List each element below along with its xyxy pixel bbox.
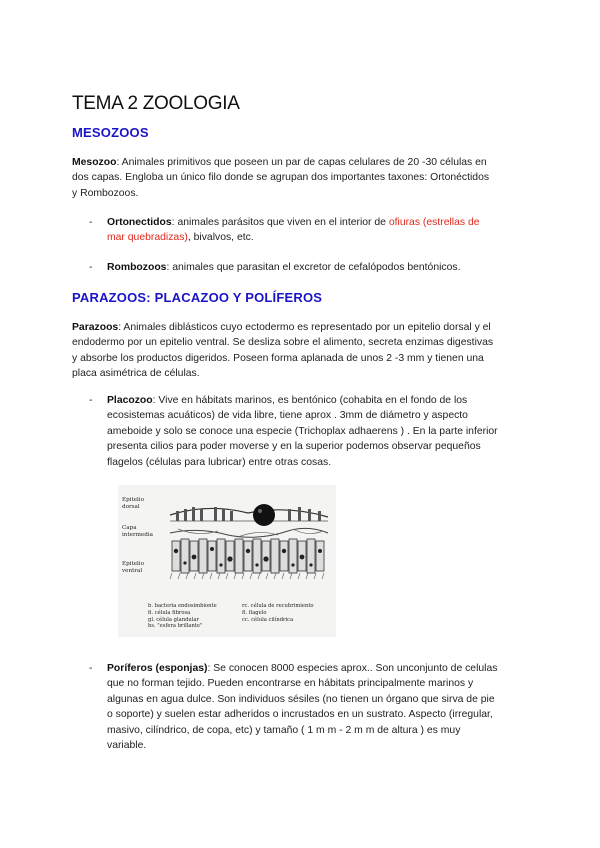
highlight-ofiuras: ofiuras (estrellas de <box>388 217 480 228</box>
text-line: ameboide y solo se conoce una especie (Trichoplax adhaerens ) . En la parte inferior <box>107 425 498 437</box>
page-title: TEMA 2 ZOOLOGIA <box>72 93 240 114</box>
label-line: dorsal <box>122 504 140 510</box>
term-placozoo: Placozoo <box>107 395 153 406</box>
legend-item: bs. "esfera brillante" <box>148 623 203 630</box>
heading-mesozoos: MESOZOOS <box>72 125 149 140</box>
ortonectidos-item <box>107 215 527 246</box>
text-line: : animales que parasitan el excretor de cefalópodos bentónicos. <box>166 262 461 273</box>
text-line: que no forman tejido. Pueden encontrarse en hábitats principalmente marinos y <box>107 678 474 690</box>
legend-left <box>148 603 217 630</box>
label-line: Epitelio <box>122 497 144 503</box>
poriferos-item <box>107 661 527 753</box>
bullet-dash: - <box>89 663 93 674</box>
text-line: y Rombozoos. <box>72 187 139 199</box>
term-ortonectidos: Ortonectidos <box>107 217 172 228</box>
bullet-dash: - <box>89 395 93 406</box>
label-capa-intermedia <box>122 525 153 539</box>
text-line: : Vive en hábitats marinos, es bentónico (cohabita en el fondo de los <box>152 395 468 406</box>
rombozoos-item <box>107 260 527 275</box>
term-poriferos: Poríferos (esponjas) <box>107 663 208 674</box>
text-line: flagelos (células para lubricar) entre otras cosas. <box>107 456 332 468</box>
highlight-mar-quebradizas: mar quebradizas) <box>107 232 188 244</box>
term-rombozoos: Rombozoos <box>107 262 167 273</box>
text-line: : Animales diblásticos cuyo ectodermo es representado por un epitelio dorsal y el <box>118 322 491 333</box>
trichoplax-figure <box>118 485 336 637</box>
legend-item: gl. célula glandular <box>148 616 199 623</box>
label-line: ventral <box>122 568 143 574</box>
text-line: : Animales primitivos que poseen un par de capas celulares de 20 -30 células en <box>116 157 487 168</box>
legend-item: b. bacteria endosimbionte <box>148 603 217 609</box>
text-line: dos capas. Engloba un único filo donde se agrupan dos importantes taxones: Ortonéctidos <box>72 172 490 184</box>
text-line: y absorbe los productos digeridos. Poseen forma aplanada de unos 2 -3 mm y tienen una <box>72 352 484 364</box>
text-line: , bivalvos, etc. <box>187 232 254 244</box>
text-line: variable. <box>107 740 147 752</box>
label-line: Epitelio <box>122 561 144 567</box>
heading-parazoos: PARAZOOS: PLACAZOO Y POLÍFEROS <box>72 290 323 305</box>
legend-item: rc. célula de recubrimiento <box>242 603 314 609</box>
text-line: presenta cilios para poder moverse y en la superior podemos observar pequeños <box>107 441 481 453</box>
text-line: ecosistemas acuáticos) de vida libre, tiene aprox . 3mm de diámetro y aspecto <box>107 410 468 422</box>
label-line: intermedia <box>122 532 153 538</box>
mesozoo-definition <box>72 155 532 201</box>
legend-item: fl. flagelo <box>242 609 267 616</box>
label-epitelio-ventral <box>122 561 144 575</box>
legend-right <box>242 603 314 623</box>
label-line: Capa <box>122 525 137 531</box>
legend-item: cc. célula cilíndrica <box>242 616 294 623</box>
term-mesozoo: Mesozoo <box>72 157 117 168</box>
term-parazoos: Parazoos <box>72 322 119 333</box>
label-epitelio-dorsal <box>122 497 144 511</box>
bullet-dash: - <box>89 217 93 228</box>
bullet-dash: - <box>89 262 93 273</box>
placozoo-item <box>107 393 527 470</box>
text-line: : animales parásitos que viven en el interior de <box>171 217 389 228</box>
legend-item: fi. célula fibrosa <box>148 609 191 616</box>
text-line: placa asimétrica de células. <box>72 368 200 380</box>
text-line: algunas en agua dulce. Son individuos sésiles (no tienen un órgano que sirva de pie <box>107 693 495 705</box>
text-line: : Se conocen 8000 especies aprox.. Son unconjunto de celulas <box>207 663 498 674</box>
text-line: endodermo por un epitelio ventral. Se desliza sobre el alimento, secreta enzimas digestivas <box>72 337 494 349</box>
text-line: masivo, cilíndrico, de copa, etc) y tamaño ( 1 m m - 2 m m de altura ) es muy <box>107 724 461 736</box>
text-line: o soporte) y suelen estar adheridos o incrustados en un sustrato. Aspecto (irregular, <box>107 709 493 721</box>
parazoos-definition <box>72 320 532 382</box>
